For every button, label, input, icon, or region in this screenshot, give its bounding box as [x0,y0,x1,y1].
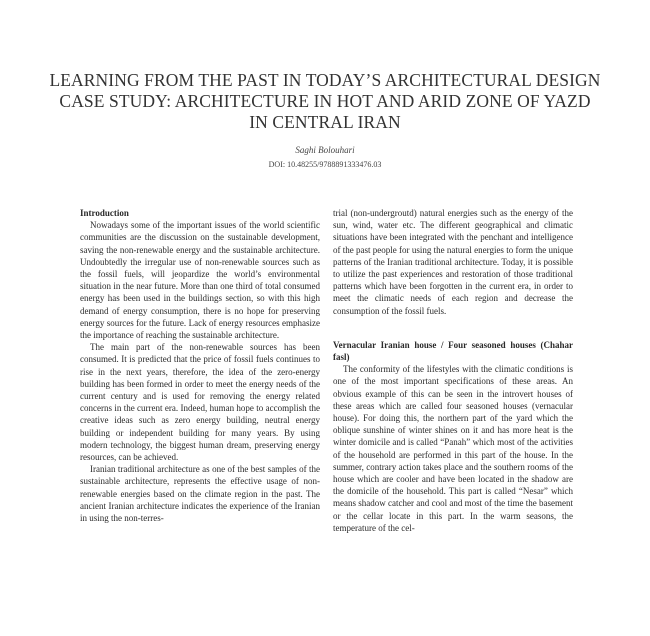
left-column [80,207,320,524]
author-name: Saghi Bolouhari [295,145,355,155]
body-paragraph: The main part of the non-renewable sources has been consumed. It is predicted that the price of fossil fuels continues to rise in the next years, therefore, the idea of the zero-energy building has been formed in order to meet the energy needs of the current century and is used for removing the energy related concerns in the current era. Indeed, human hope to accomplish the creative ideas such as zero energy building, neutral energy building or independent building for many years. By using modern technology, the biggest human dream, preserving energy resources, can be achieved. [80,342,320,463]
paper-title [40,70,610,133]
body-paragraph: Nowadays some of the important issues of the world scientific communities are the discussion on the sustainable development, saving the non-renewable energy and the sustainable architecture. Undoubtedly the irregular use of non-renewable sources such as the fossil fuels, will jeopardize the world’s environmental situation in the near future. More than one third of total consumed energy has been used in the buildings section, so with this high demand of energy consumption, there is no hope for preserving energy sources for the future. Lack of energy resources emphasize the importance of reaching the sustainable architecture. [80,220,320,341]
right-column [333,207,573,534]
body-paragraph: Iranian traditional architecture as one of the best samples of the sustainable architecture, represents the effective usage of non-renewable energies based on the climate region in the past. The ancient Iranian architecture indicates the experience of the Iranian in using the non-terres- [80,464,320,524]
title-line-3: IN CENTRAL IRAN [249,112,401,132]
title-line-1: LEARNING FROM THE PAST IN TODAY’S ARCHITECTURAL DESIGN [49,70,601,90]
body-paragraph: The conformity of the lifestyles with the climatic conditions is one of the most important specifications of these areas. An obvious example of this can be seen in the introvert houses of these areas which are called four seasoned houses (vernacular house). For doing this, the northern part of the yard which the oblique sunshine of winter shines on it and has more heat is the winter domicile and is called “Panah” which most of the activities of the household are performed in this part of the house. In the summer, contrary action takes place and the southern rooms of the house which are cooler and have been located in the shadow are the domicile of the household. This part is called “Nesar” which means shadow catcher and cool and most of the time the basement or the cellar locate in this part. In the warm seasons, the temperature of the cel- [333,364,573,533]
body-paragraph-continued: trial (non-undergroutd) natural energies such as the energy of the sun, wind, water etc. The different geographical and climatic situations have been integrated with the penchant and intelligence of the past people for using the natural energies to form the unique patterns of the Iranian traditional architecture. Today, it is possible to utilize the past experiences and restoration of those traditional patterns which have been forgotten in the current era, in order to meet the climatic needs of each region and decrease the consumption of the fossil fuels. [333,208,573,316]
title-line-2: CASE STUDY: ARCHITECTURE IN HOT AND ARID ZONE OF YAZD [59,91,591,111]
doi-line: DOI: 10.48255/9788891333476.03 [268,160,382,169]
section-heading-introduction: Introduction [80,208,129,218]
section-heading-vernacular-house: Vernacular Iranian house / Four seasoned houses (Chahar fasl) [333,339,573,363]
